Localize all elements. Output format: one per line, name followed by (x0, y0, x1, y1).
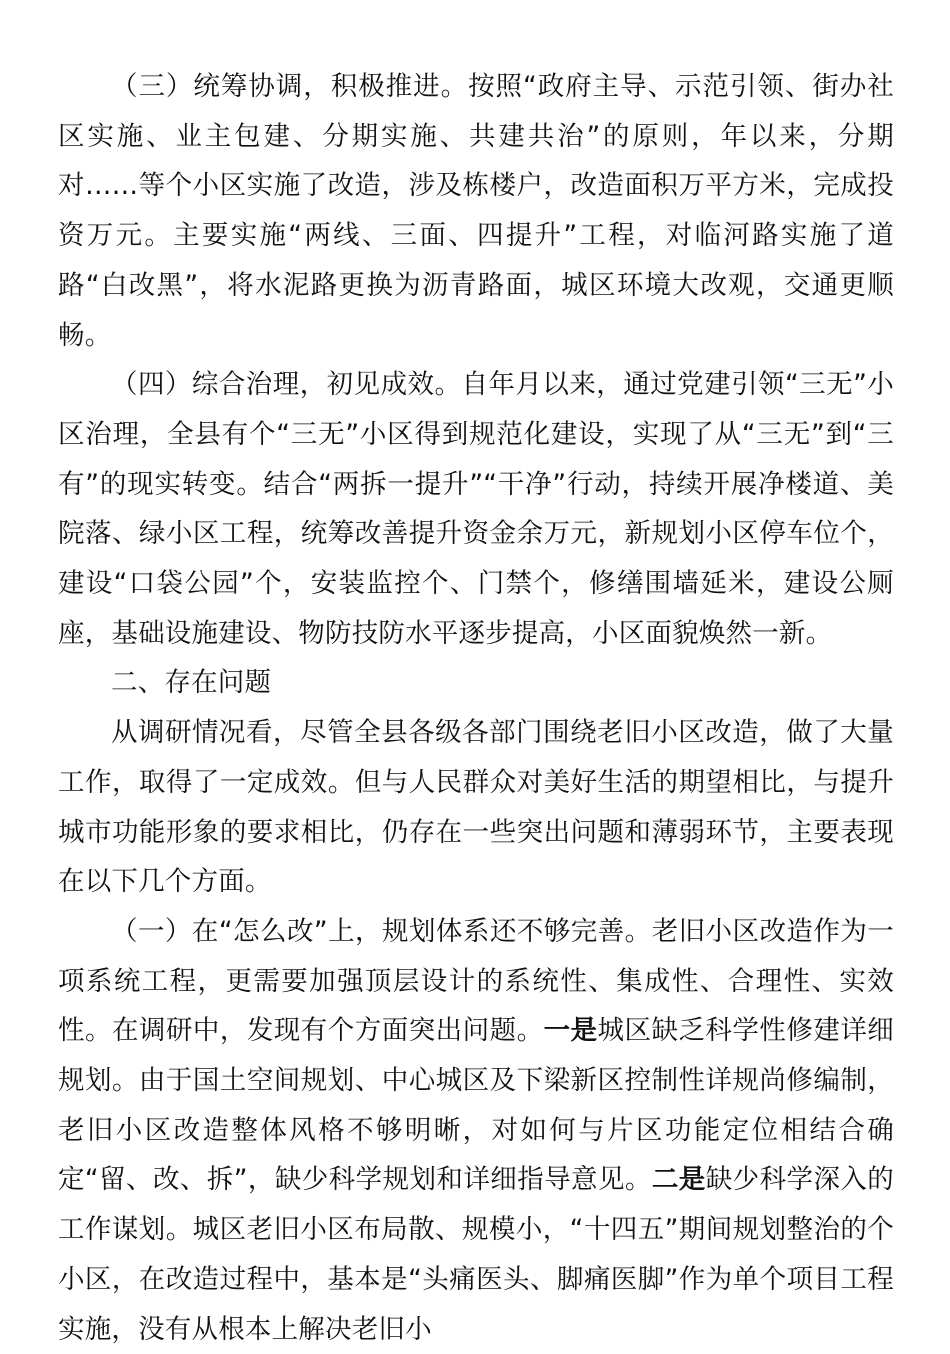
paragraph-intro-problems: 从调研情况看，尽管全县各级各部门围绕老旧小区改造，做了大量工作，取得了一定成效。但与人民群众对美好生活的期望相比，与提升城市功能形象的要求相比，仍存在一些突出问题和薄弱环节，主要表现在以下几个方面。 (58, 717, 894, 898)
text-segment: （一）在“怎么改”上，规划体系还不够完善。老旧小区改造作为一项系统工程，更需要加强顶层设计的系统性、集成性、合理性、实效性。在调研中，发现有个方面突出问题。 (58, 915, 894, 1047)
bold-marker-second: 二是 (651, 1164, 706, 1196)
text-segment: 缺少科学深入的工作谋划。城区老旧小区布局散、规模小，“十四五”期间规划整治的个小区，在改造过程中，基本是“头痛医头、脚痛医脚”作为单个项目工程实施，没有从根本上解决老旧小 (58, 1164, 894, 1345)
document-page (58, 62, 894, 1354)
paragraph-problem-1 (58, 907, 894, 1354)
bold-marker-first: 一是 (543, 1015, 598, 1047)
paragraph-section-4: （四）综合治理，初见成效。自年月以来，通过党建引领“三无”小区治理，全县有个“三无”小区得到规范化建设，实现了从“三无”到“三有”的现实转变。结合“两拆一提升”“干净”行动，持续开展净楼道、美院落、绿小区工程，统筹改善提升资金余万元，新规划小区停车位个，建设“口袋公园”个，安装监控个、门禁个，修缮围墙延米，建设公厕座，基础设施建设、物防技防水平逐步提高，小区面貌焕然一新。 (58, 369, 894, 649)
paragraph-section-3: （三）统筹协调，积极推进。按照“政府主导、示范引领、街办社区实施、业主包建、分期实施、共建共治”的原则，年以来，分期对……等个小区实施了改造，涉及栋楼户，改造面积万平方米，完成投资万元。主要实施“两线、三面、四提升”工程，对临河路实施了道路“白改黑”，将水泥路更换为沥青路面，城区环境大改观，交通更顺畅。 (58, 71, 894, 351)
heading-existing-problems: 二、存在问题 (111, 667, 272, 699)
text-segment: 城区缺乏科学性修建详细规划。由于国土空间规划、中心城区及下梁新区控制性详规尚修编制，老旧小区改造整体风格不够明晰，对如何与片区功能定位相结合确定“留、改、拆”，缺少科学规划和详细指导意见。 (58, 1015, 894, 1196)
